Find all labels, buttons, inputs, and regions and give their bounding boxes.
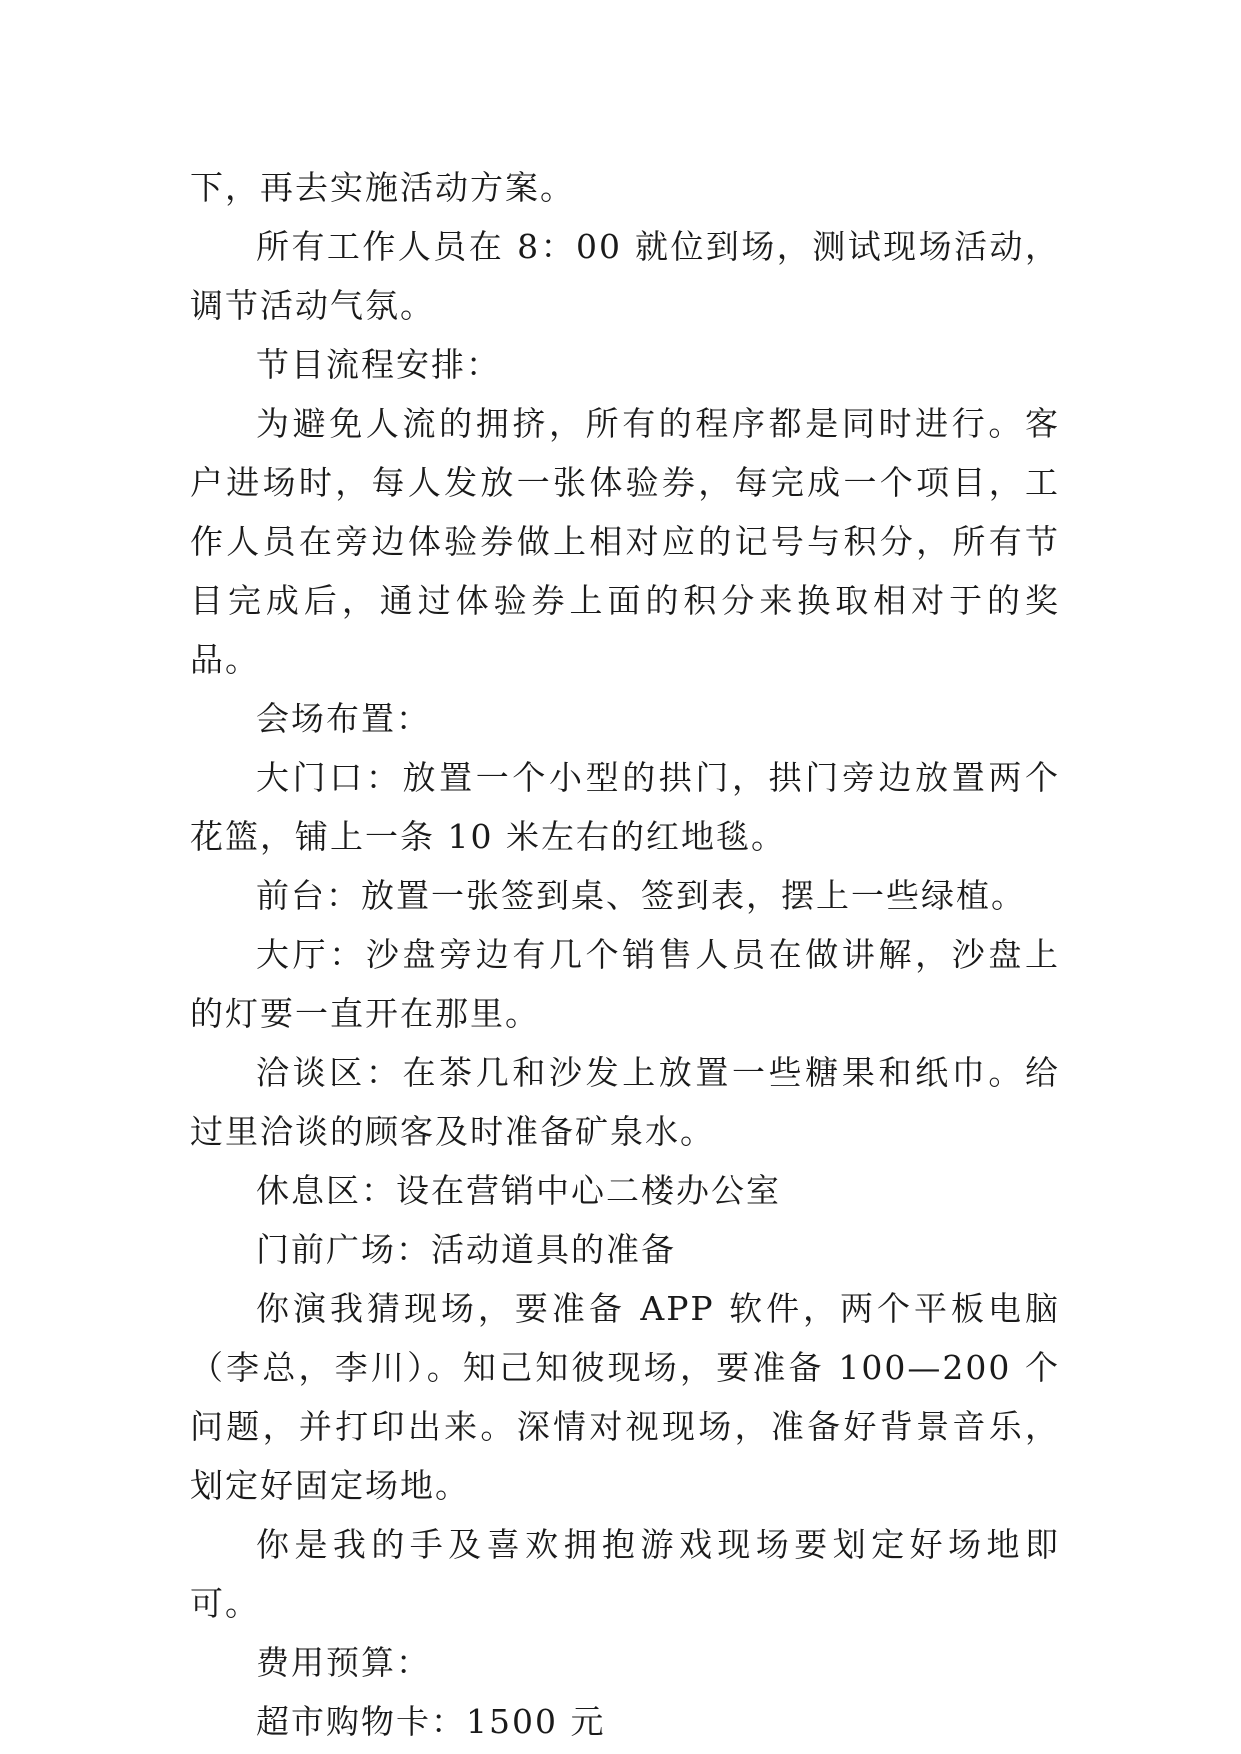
heading-budget: 费用预算： [256, 1643, 431, 1682]
paragraph-entrance: 大门口：放置一个小型的拱门，拱门旁边放置两个花篮，铺上一条 10 米左右的红地毯。 [190, 758, 1060, 856]
heading-venue-layout: 会场布置： [256, 699, 431, 738]
paragraph-hall: 大厅：沙盘旁边有几个销售人员在做讲解，沙盘上的灯要一直开在那里。 [190, 935, 1060, 1033]
paragraph-program-flow: 为避免人流的拥挤，所有的程序都是同时进行。客户进场时，每人发放一张体验券，每完成一个项目，工作人员在旁边体验券做上相对应的记号与积分，所有节目完成后，通过体验券上面的积分来换取相对于的奖品。 [190, 404, 1060, 679]
document-body [190, 158, 1060, 1751]
heading-program-schedule: 节目流程安排： [256, 345, 501, 384]
paragraph-continuation: 下，再去实施活动方案。 [190, 168, 575, 207]
paragraph-staff-arrival: 所有工作人员在 8：00 就位到场，测试现场活动，调节活动气氛。 [190, 227, 1060, 325]
paragraph-negotiation-area: 洽谈区：在茶几和沙发上放置一些糖果和纸巾。给过里洽谈的顾客及时准备矿泉水。 [190, 1053, 1060, 1151]
paragraph-game-preparation: 你演我猜现场，要准备 APP 软件，两个平板电脑（李总，李川）。知己知彼现场，要准备 100—200 个问题，并打印出来。深情对视现场，准备好背景音乐，划定好固定场地。 [190, 1289, 1060, 1505]
paragraph-front-plaza: 门前广场：活动道具的准备 [256, 1230, 676, 1269]
paragraph-rest-area: 休息区：设在营销中心二楼办公室 [256, 1171, 781, 1210]
paragraph-hug-game: 你是我的手及喜欢拥抱游戏现场要划定好场地即可。 [190, 1525, 1060, 1623]
paragraph-front-desk: 前台：放置一张签到桌、签到表，摆上一些绿植。 [256, 876, 1026, 915]
paragraph-shopping-card: 超市购物卡：1500 元 [256, 1702, 606, 1741]
